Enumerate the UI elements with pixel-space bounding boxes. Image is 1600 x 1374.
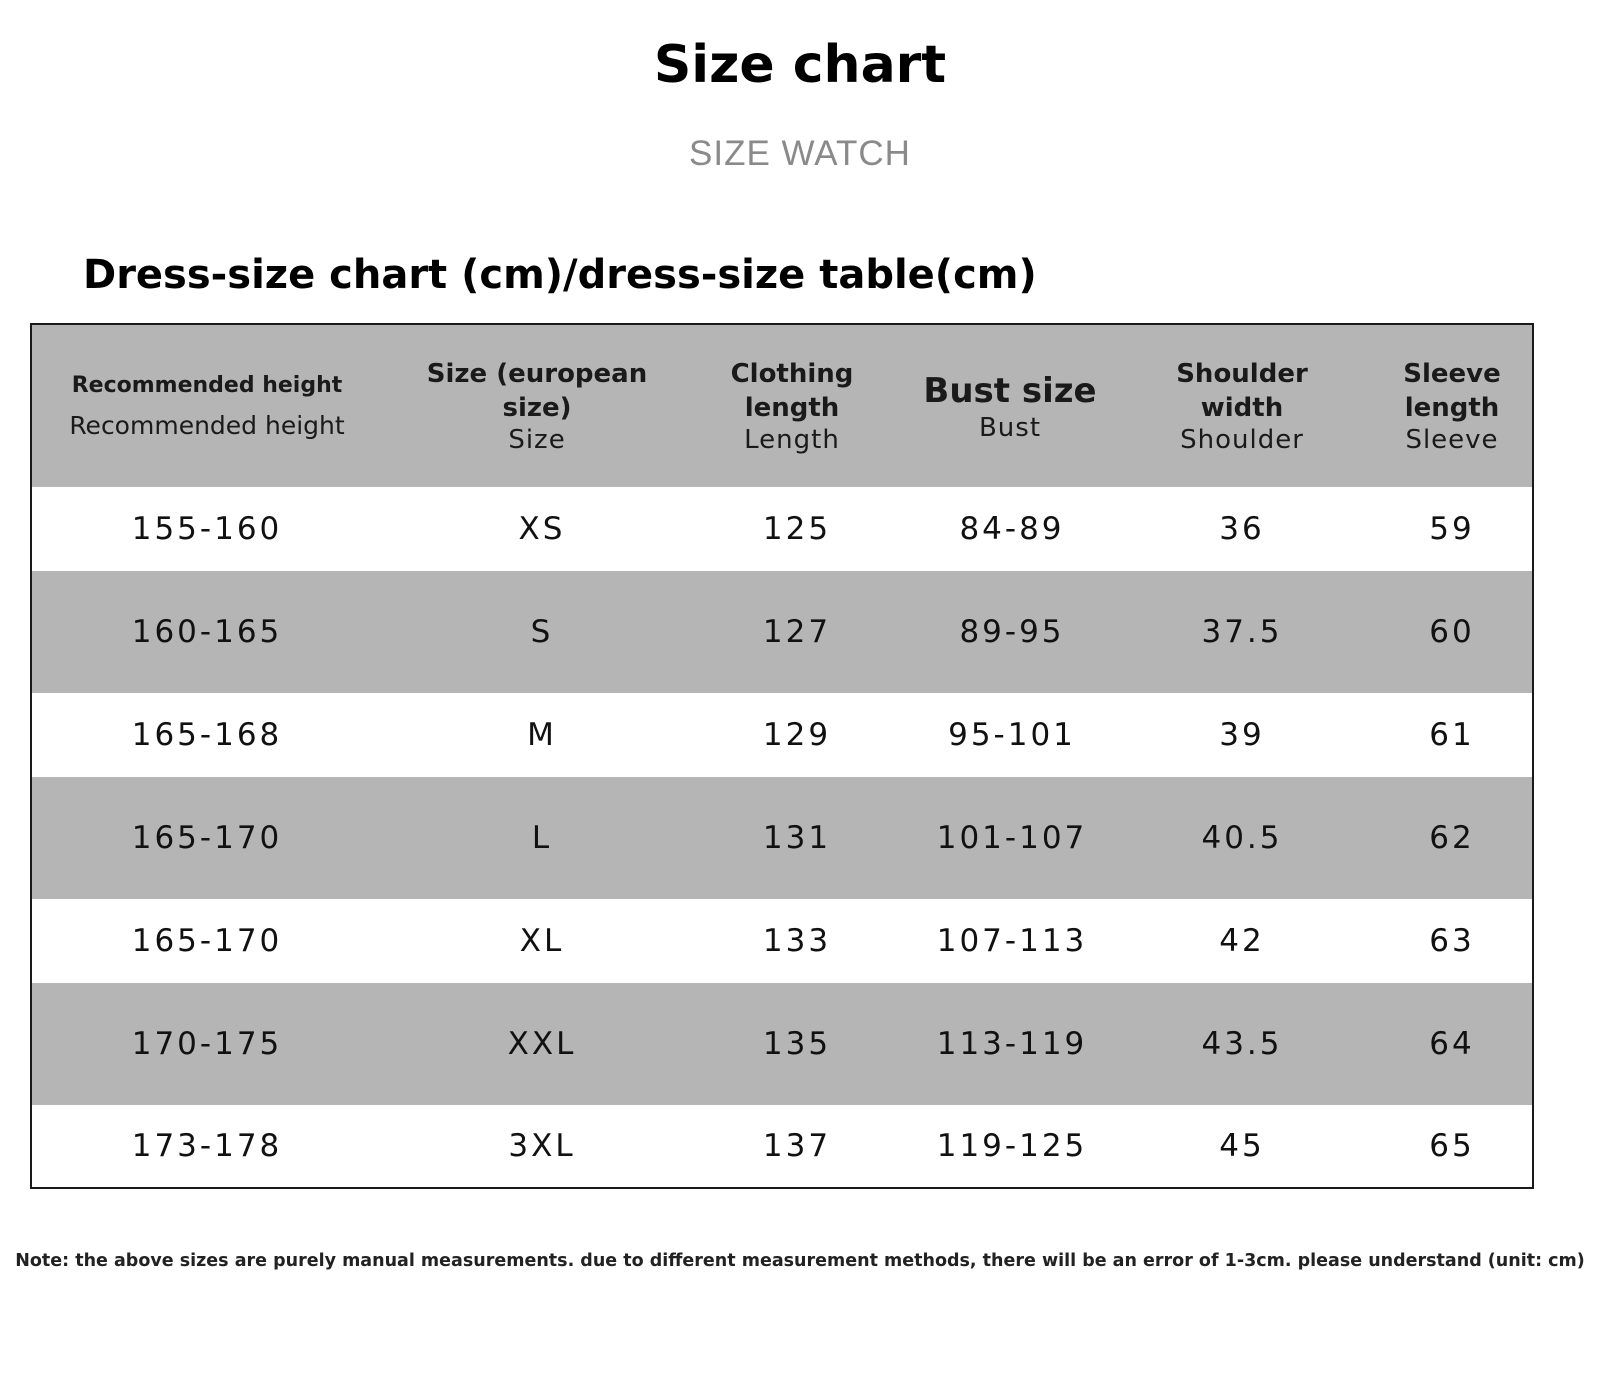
cell-height: 160-165 [131,614,283,650]
cell-bust: 119-125 [936,1128,1088,1164]
table-row [32,1105,1532,1187]
cell-shoulder: 36 [1219,511,1265,547]
cell-shoulder: 40.5 [1201,820,1283,856]
cell-size: XS [518,511,566,547]
cell-bust: 84-89 [959,511,1065,547]
table-row [32,571,1532,693]
header-recommended-height [32,325,382,487]
cell-shoulder: 45 [1219,1128,1265,1164]
cell-bust: 89-95 [959,614,1065,650]
cell-length: 125 [762,511,832,547]
cell-shoulder: 37.5 [1201,614,1283,650]
cell-length: 129 [762,717,832,753]
page-subtitle: SIZE WATCH [689,134,911,173]
cell-sleeve: 60 [1429,614,1475,650]
cell-sleeve: 63 [1429,923,1475,959]
header-shoulder-width [1162,325,1322,487]
header-size-main: Size (european size) [426,359,648,423]
cell-bust: 113-119 [936,1026,1088,1062]
cell-height: 173-178 [131,1128,283,1164]
cell-length: 135 [762,1026,832,1062]
cell-length: 127 [762,614,832,650]
header-bust-sub: Bust [978,413,1042,443]
header-height-main: Recommended height [71,373,343,398]
header-length-sub: Length [744,425,840,455]
table-row [32,983,1532,1105]
cell-size: S [530,614,554,650]
cell-height: 165-168 [131,717,283,753]
cell-size: 3XL [508,1128,576,1164]
header-height-sub: Recommended height [69,411,345,440]
cell-shoulder: 39 [1219,717,1265,753]
table-row [32,693,1532,777]
cell-sleeve: 62 [1429,820,1475,856]
header-size-sub: Size [508,425,566,455]
cell-length: 133 [762,923,832,959]
cell-size: M [527,717,557,753]
header-bust-main: Bust size [923,371,1097,411]
header-sleeve-length [1377,325,1527,487]
header-sleeve-sub: Sleeve [1405,425,1499,455]
cell-height: 165-170 [131,820,283,856]
cell-sleeve: 59 [1429,511,1475,547]
table-header-row [32,325,1532,487]
cell-height: 165-170 [131,923,283,959]
table-row [32,899,1532,983]
header-shoulder-sub: Shoulder [1180,425,1304,455]
table-heading: Dress-size chart (cm)/dress-size table(cm) [83,252,1037,298]
cell-length: 137 [762,1128,832,1164]
cell-bust: 107-113 [936,923,1088,959]
size-table [30,323,1534,1189]
header-sleeve-main: Sleeve length [1403,359,1501,423]
cell-sleeve: 61 [1429,717,1475,753]
cell-bust: 101-107 [936,820,1088,856]
cell-size: XXL [507,1026,577,1062]
cell-size: L [531,820,553,856]
cell-length: 131 [762,820,832,856]
table-row [32,487,1532,571]
cell-shoulder: 43.5 [1201,1026,1283,1062]
cell-height: 155-160 [131,511,283,547]
header-size [422,325,652,487]
table-row [32,777,1532,899]
cell-height: 170-175 [131,1026,283,1062]
cell-size: XL [519,923,565,959]
header-clothing-length [712,325,872,487]
cell-sleeve: 64 [1429,1026,1475,1062]
cell-sleeve: 65 [1429,1128,1475,1164]
cell-shoulder: 42 [1219,923,1265,959]
header-length-main: Clothing length [730,359,854,423]
measurement-note: Note: the above sizes are purely manual measurements. due to different measurement methods, there will be an error of 1-3cm. please understand (unit: cm) [15,1251,1585,1271]
header-shoulder-main: Shoulder width [1176,359,1308,423]
page-title: Size chart [653,35,947,95]
cell-bust: 95-101 [948,717,1076,753]
header-bust-size [910,325,1110,487]
